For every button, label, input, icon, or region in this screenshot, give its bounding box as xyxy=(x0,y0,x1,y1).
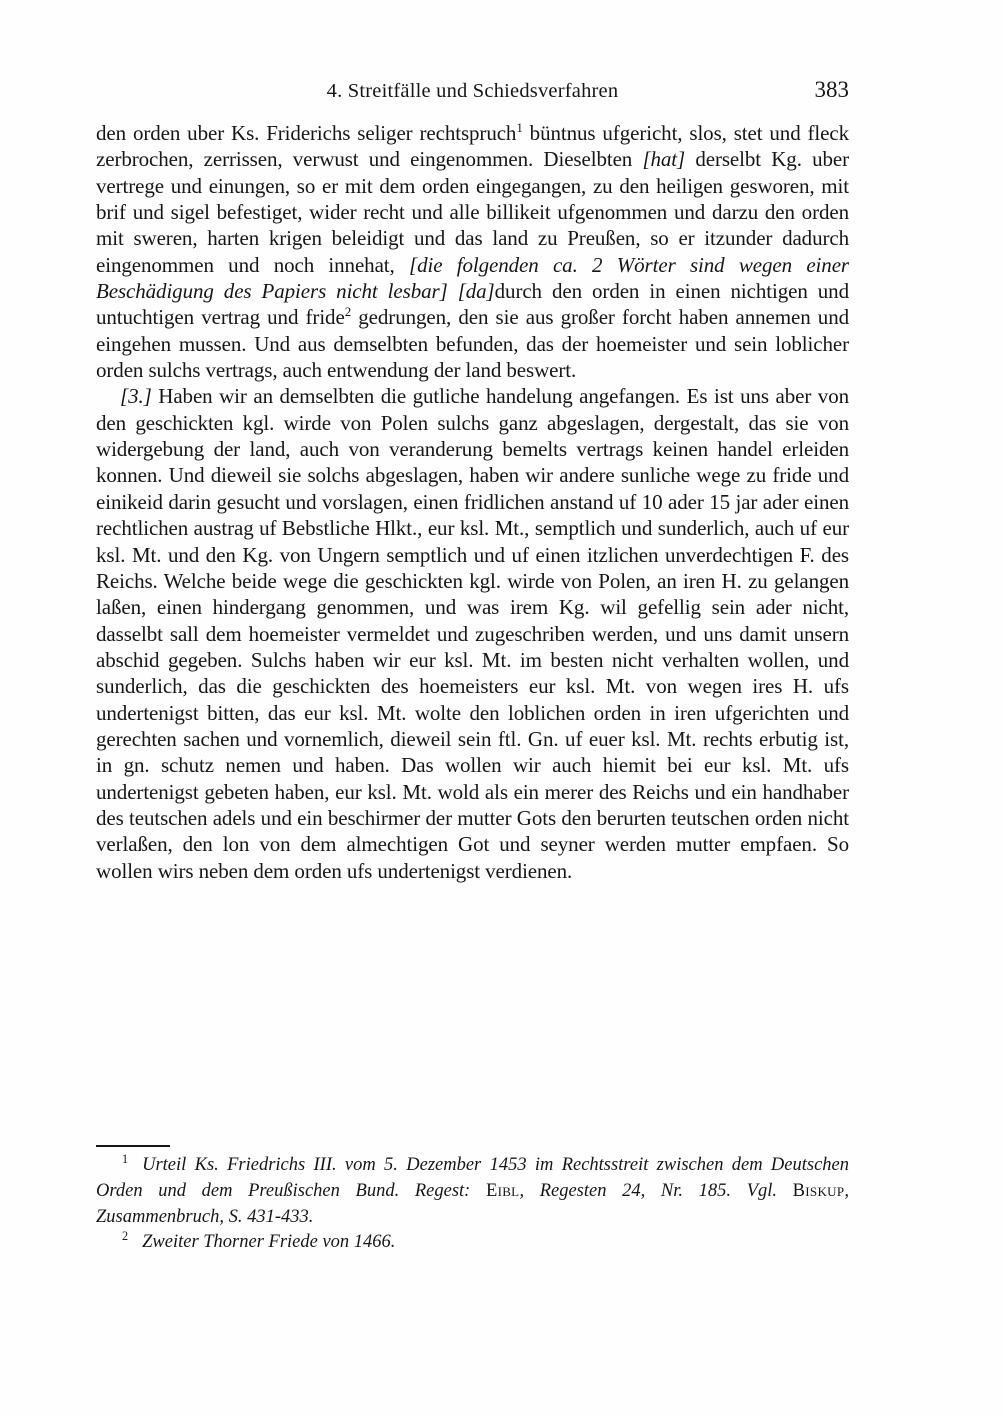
footnote-marker: 1 xyxy=(122,1151,129,1166)
footnote-separator xyxy=(96,1145,170,1147)
paragraph: [3.] Haben wir an demselbten die gutliche handelung angefangen. Es ist uns aber von den geschickten kgl. wirde von Polen sulchs ganz abgeslagen, dergestalt, das sie von widergebung der land, auch von veranderung bemelts vertrags keinen handel erleiden konnen. Und dieweil sie solchs abgeslagen, haben wir andere sunliche wege zu fride und einikeid darin gesucht und vorslagen, einen fridlichen anstand uf 10 ader 15 jar ader einen rechtlichen austrag uf Bebstliche Hlkt., eur ksl. Mt., semptlich und sunderlich, auch uf eur ksl. Mt. und den Kg. von Ungern semptlich und uf einen itzlichen unverdechtigen F. des Reichs. Welche beide wege die geschickten kgl. wirde von Polen, an iren H. zu gelangen laßen, einen hindergang genommen, und was irem Kg. wil gefellig sein ader nicht, dasselbt sall dem hoemeister vermeldet und zugeschriben werden, und uns damit unsern abschid gegeben. Sulchs haben wir eur ksl. Mt. im besten nicht verhalten wollen, und sunderlich, das die geschickten des hoemeisters eur ksl. Mt. von wegen ires H. ufs undertenigst bitten, das eur ksl. Mt. wolte den loblichen orden in iren ufgerichten und gerechten sachen und vornemlich, dieweil sein ftl. Gn. uf euer ksl. Mt. rechts erbutig ist, in gn. schutz nemen und haben. Das wollen wir auch hiemit bei eur ksl. Mt. ufs undertenigst gebeten haben, eur ksl. Mt. wold als ein merer des Reichs und ein handhaber des teutschen adels und ein beschirmer der mutter Gots den berurten teutschen orden nicht verlaßen, den lon von dem almechtigen Got und seyner werden mutter empfaen. So wollen wirs neben dem orden ufs undertenigst verdienen. xyxy=(96,384,849,883)
chapter-title: 4. Streitfälle und Schiedsverfahren xyxy=(326,80,619,102)
body-text xyxy=(96,120,849,884)
page-number: 383 xyxy=(814,77,849,102)
footnote-text: Zweiter Thorner Friede von 1466. xyxy=(142,1232,396,1253)
paragraph: den orden uber Ks. Friderichs seliger rechtspruch$^1$ büntnus ufgericht, slos, stet und fleck zerbrochen, zerrissen, verwust und eingenommen. Dieselbten [hat] derselbt Kg. uber vertrege und einungen, so er mit dem orden eingegangen, zu den heiligen gesworen, mit brif und sigel befestiget, wider recht und alle billikeit ufgenommen und darzu den orden mit sweren, harten krigen beleidigt und das land zu Preußen, so er itzunder dadurch eingenommen und noch innehat, [die folgenden ca. 2 Wörter sind wegen einer Beschädigung des Papiers nicht lesbar] [da]durch den orden in einen nichtigen und untuchtigen vertrag und fride$^2$ gedrungen, den sie aus großer forcht haben annemen und eingehen mussen. Und aus demselbten befunden, das der hoemeister und sein loblicher orden sulchs vertrags, auch entwendung der land beswert. xyxy=(96,120,849,383)
footnote xyxy=(96,1230,849,1256)
running-header xyxy=(96,77,849,108)
footnote xyxy=(96,1153,849,1230)
footnote-marker: 2 xyxy=(122,1229,129,1244)
footnotes-section xyxy=(96,1145,849,1256)
footnote-text: Urteil Ks. Friedrichs III. vom 5. Dezember 1453 im Rechtsstreit zwischen dem Deutschen Orden und dem Preußischen Bund. Regest: Eibl, Regesten 24, Nr. 185. Vgl. Biskup, Zusammenbruch, S. 431-433. xyxy=(96,1155,849,1227)
